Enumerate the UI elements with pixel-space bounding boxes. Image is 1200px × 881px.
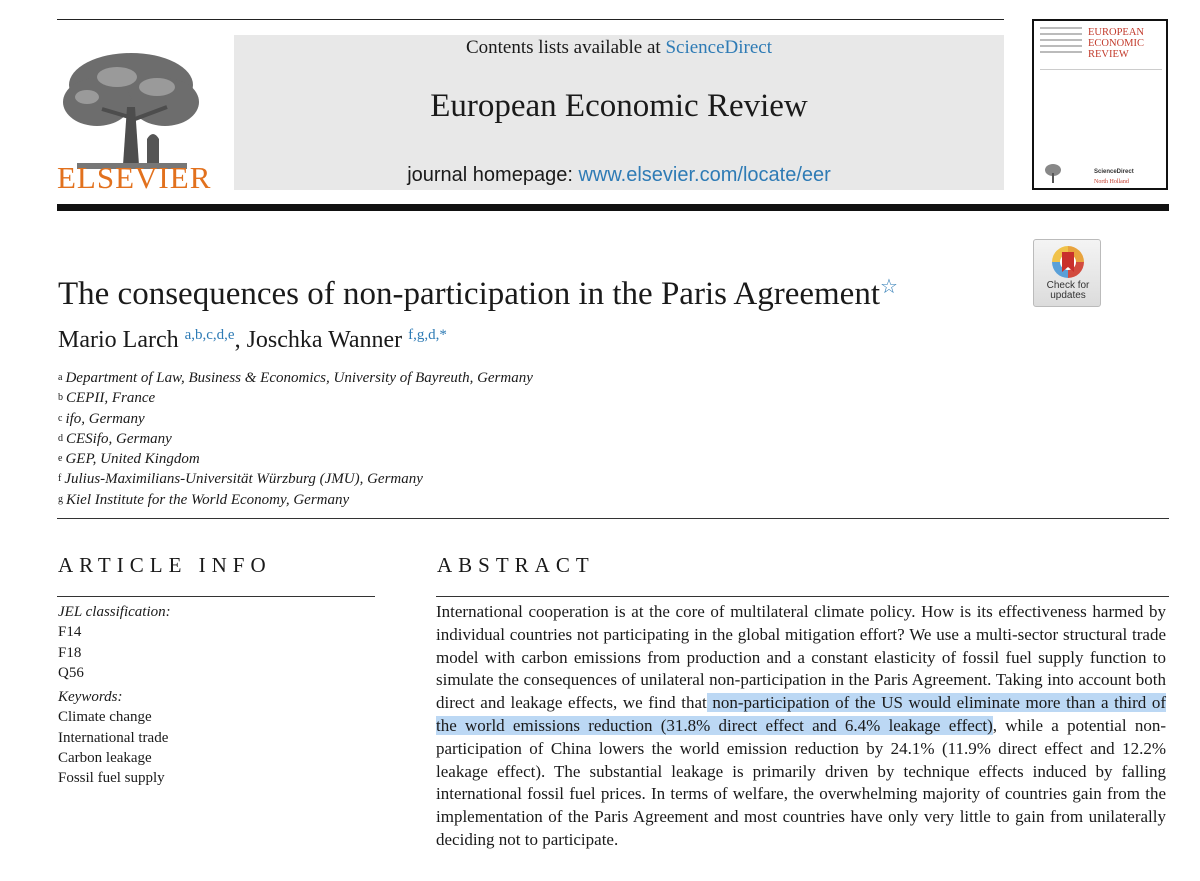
cover-imprint: North Holland bbox=[1094, 179, 1129, 185]
top-rule bbox=[57, 19, 1004, 20]
journal-banner bbox=[234, 35, 1004, 190]
cover-title: EUROPEAN ECONOMIC REVIEW bbox=[1088, 27, 1145, 60]
jel-code: F18 bbox=[58, 644, 82, 661]
author-separator: , bbox=[234, 327, 241, 353]
article-info-heading: ARTICLE INFO bbox=[58, 553, 272, 577]
title-footnote-star-icon[interactable]: ☆ bbox=[880, 276, 898, 298]
abstract-text-after: , while a potential non-participation of China lowers the world emission reduction by 24.1% (11.9% direct effect and 12.2% leakage effect). The substantial leakage is primarily driven by technique effects induced by falling international fossil fuel prices. In terms of welfare, the overwhelming majority of countries gain from the implementation of the Paris Agreement and most countries have only very little to gain from unilaterally deciding not to participate. bbox=[436, 715, 1166, 849]
abstract-selected-text[interactable]: non-participation of the US would eliminate more than a third of the world emissions reduction (31.8% direct effect and 6.4% leakage effect) bbox=[436, 693, 1166, 735]
contents-prefix: Contents lists available at bbox=[465, 37, 661, 58]
check-for-updates-label: Check for updates bbox=[1046, 280, 1090, 301]
cover-sciencedirect: ScienceDirect bbox=[1094, 169, 1134, 175]
abstract-heading: ABSTRACT bbox=[437, 553, 595, 577]
journal-title: European Economic Review bbox=[430, 88, 808, 124]
author-affiliation-marks[interactable]: f,g,d,* bbox=[408, 327, 447, 343]
abstract-text-before: International cooperation is at the core of multilateral climate policy. How is its effectiveness harmed by individual countries not participating in the global mitigation effort? We use a multi-sector structural trade model with carbon emissions from production and a constant elasticity of fossil fuel supply function to simulate the consequences of unilateral non-participation in the Paris Agreement. Taking into account both direct and leakage effects, we find that bbox=[436, 602, 1166, 713]
sciencedirect-link[interactable]: ScienceDirect bbox=[665, 37, 773, 58]
jel-code: F14 bbox=[58, 624, 82, 641]
journal-homepage-line bbox=[234, 164, 1004, 187]
author-name[interactable]: Mario Larch bbox=[58, 327, 179, 353]
check-for-updates-icon bbox=[1050, 244, 1086, 280]
keyword-item: Climate change bbox=[58, 709, 152, 726]
homepage-link[interactable]: www.elsevier.com/locate/eer bbox=[578, 164, 831, 186]
affiliation-item: $^d$ CESifo, Germany bbox=[58, 430, 172, 447]
cover-divider bbox=[1040, 69, 1162, 70]
homepage-prefix: journal homepage: bbox=[407, 164, 573, 186]
affiliation-item: $^b$ CEPII, France bbox=[58, 390, 156, 407]
affiliation-item: $^f$ Julius-Maximilians-Universität Würzburg (JMU), Germany bbox=[58, 471, 423, 488]
author-name[interactable]: Joschka Wanner bbox=[246, 327, 403, 353]
journal-cover-thumbnail[interactable] bbox=[1032, 19, 1168, 190]
affiliation-item: $^g$ Kiel Institute for the World Economy, Germany bbox=[58, 491, 350, 508]
section-divider bbox=[57, 518, 1169, 519]
affiliation-list bbox=[58, 368, 533, 510]
affiliation-item: $^c$ ifo, Germany bbox=[58, 410, 145, 427]
affiliation-item: $^a$ Department of Law, Business & Economics, University of Bayreuth, Germany bbox=[58, 370, 533, 386]
article-title: The consequences of non-participation in the Paris Agreement bbox=[58, 276, 880, 312]
check-for-updates-button[interactable] bbox=[1033, 239, 1101, 307]
jel-code: Q56 bbox=[58, 664, 84, 681]
cover-editor-lines bbox=[1040, 27, 1082, 57]
article-info-block bbox=[58, 602, 171, 789]
keyword-item: Carbon leakage bbox=[58, 750, 152, 767]
author-affiliation-marks[interactable]: a,b,c,d,e bbox=[184, 327, 235, 343]
article-title-line bbox=[58, 276, 898, 313]
cover-elsevier-tree-icon bbox=[1044, 163, 1062, 185]
publisher-wordmark: ELSEVIER bbox=[57, 160, 212, 195]
author-list bbox=[58, 327, 447, 354]
keyword-item: Fossil fuel supply bbox=[58, 770, 165, 787]
affiliation-item: $^e$ GEP, United Kingdom bbox=[58, 451, 200, 468]
abstract-rule bbox=[436, 596, 1169, 597]
keywords-label: Keywords: bbox=[58, 689, 123, 706]
keyword-item: International trade bbox=[58, 729, 169, 746]
abstract-text bbox=[436, 601, 1166, 852]
header-thick-rule bbox=[57, 204, 1169, 211]
jel-label: JEL classification: bbox=[58, 604, 171, 620]
article-info-rule bbox=[57, 596, 375, 597]
contents-line bbox=[234, 37, 1004, 59]
